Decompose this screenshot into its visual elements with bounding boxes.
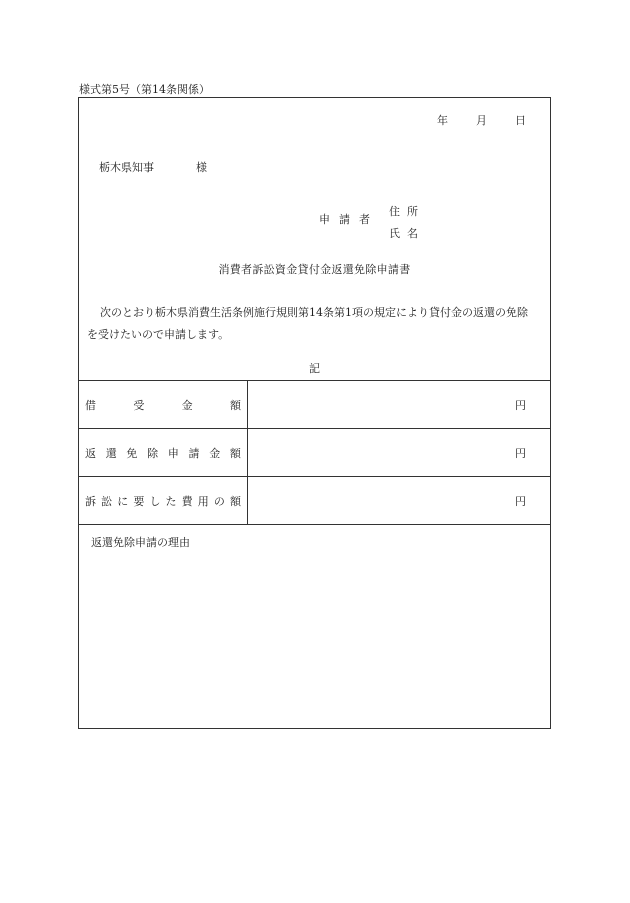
application-form	[78, 97, 551, 729]
row-label: 借 受 金 額	[85, 398, 241, 412]
document-title: 消費者訴訟資金貸付金返還免除申請書	[218, 263, 411, 276]
row-label: 返 還 免 除 申 請 金 額	[85, 446, 241, 460]
applicant-label: 申請者	[319, 213, 379, 226]
addressee	[99, 159, 207, 175]
month-label: 月	[476, 114, 487, 127]
table-row	[78, 476, 551, 524]
body-text: 次のとおり栃木県消費生活条例施行規則第14条第1項の規定により貸付金の返還の免除を受けたいので申請します。	[87, 306, 528, 341]
row-label: 訴 訟 に 要 し た 費 用 の 額	[85, 494, 241, 508]
ki-marker: 記	[309, 362, 320, 375]
row-unit: 円	[515, 494, 526, 508]
addressee-name: 栃木県知事	[99, 161, 154, 174]
date-line	[437, 112, 526, 128]
reason-section	[78, 524, 551, 729]
applicant-fields	[389, 201, 425, 245]
amount-table	[78, 380, 551, 524]
name-label: 氏名	[389, 227, 425, 240]
addressee-honorific: 様	[196, 161, 207, 174]
table-row	[78, 428, 551, 476]
row-unit: 円	[515, 398, 526, 412]
year-label: 年	[437, 114, 448, 127]
address-label: 住所	[389, 205, 425, 218]
table-row	[78, 380, 551, 428]
day-label: 日	[515, 114, 526, 127]
form-number: 様式第5号（第14条関係）	[79, 83, 210, 96]
reason-label: 返還免除申請の理由	[91, 536, 190, 549]
row-unit: 円	[515, 446, 526, 460]
